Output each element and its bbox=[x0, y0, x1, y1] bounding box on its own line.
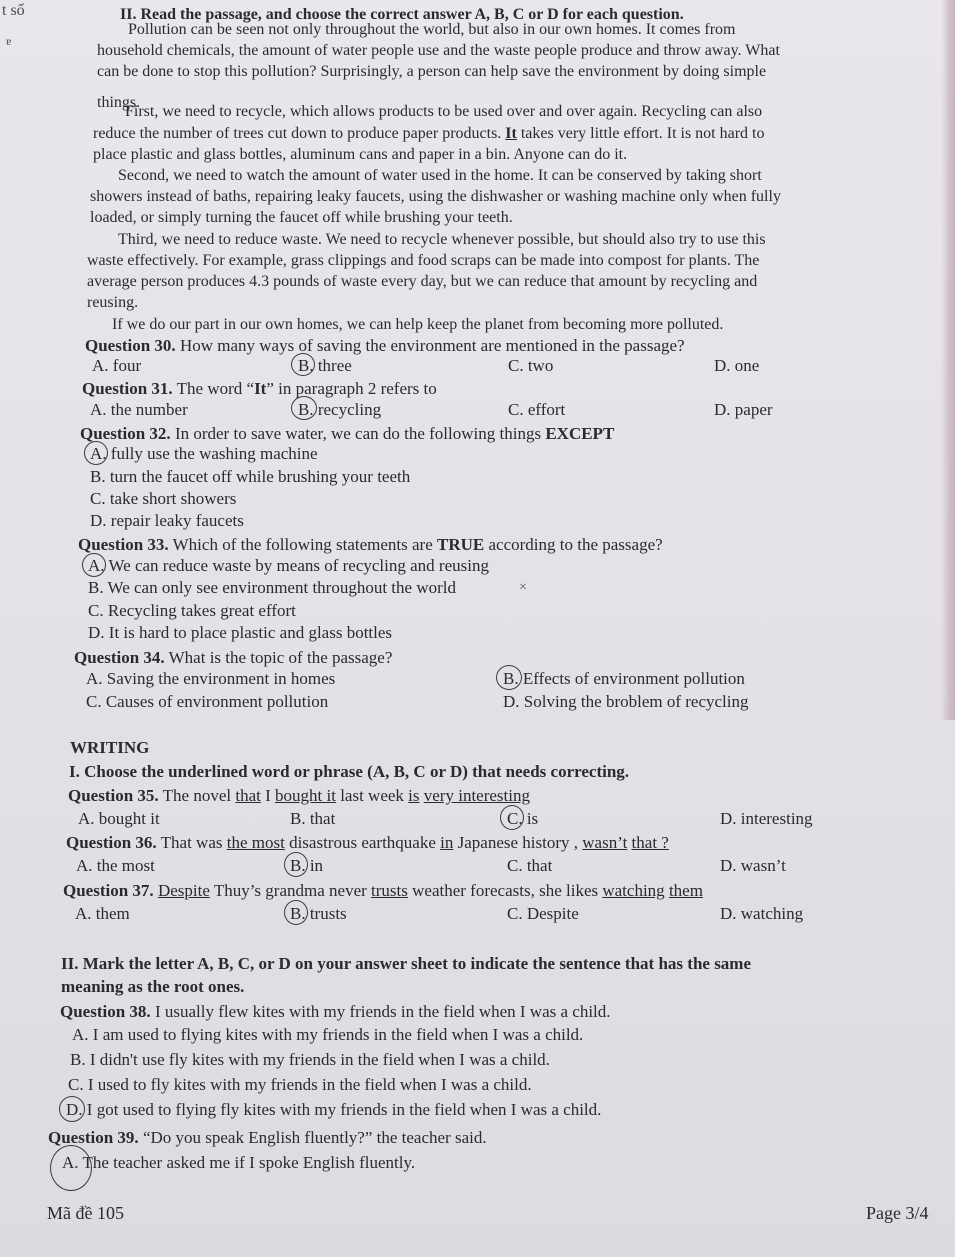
option-b[interactable]: B. turn the faucet off while brushing your teeth bbox=[90, 467, 411, 486]
underlined-phrase: bought it bbox=[275, 786, 336, 805]
part1-title: I. Choose the underlined word or phrase (A, B, C or D) that needs correcting. bbox=[69, 762, 630, 781]
passage-line: things. bbox=[97, 94, 141, 111]
option-c[interactable]: C. Causes of environment pollution bbox=[86, 692, 329, 711]
question-38 bbox=[60, 1001, 611, 1022]
passage-line: can be done to stop this pollution? Surprisingly, a person can help save the environment by doing simple bbox=[97, 63, 767, 80]
underlined-phrase: the most bbox=[226, 833, 285, 852]
option-b[interactable]: B. three bbox=[298, 356, 352, 375]
edge-mark-icon: ɐ bbox=[6, 34, 12, 48]
option-c[interactable]: C. take short showers bbox=[90, 489, 237, 508]
writing-heading: WRITING bbox=[70, 738, 150, 757]
question-37 bbox=[63, 880, 703, 901]
passage-line: reusing. bbox=[87, 294, 139, 311]
option-b[interactable]: B. trusts bbox=[290, 904, 347, 923]
question-emphasis: EXCEPT bbox=[545, 424, 615, 443]
option-b[interactable]: B. recycling bbox=[298, 400, 382, 419]
passage-line: Second, we need to watch the amount of water used in the home. It can be conserved by taking short bbox=[118, 167, 762, 184]
passage-line: Pollution can be seen not only throughout the world, but also in our own homes. It comes from bbox=[128, 21, 736, 38]
option-a[interactable]: A. the most bbox=[76, 856, 155, 875]
question-keyword: It bbox=[254, 379, 267, 398]
option-d[interactable]: D. Solving the broblem of recycling bbox=[503, 692, 749, 711]
sentence-part: disastrous earthquake bbox=[289, 833, 436, 852]
passage-line: First, we need to recycle, which allows products to be used over and over again. Recycling can also bbox=[125, 103, 763, 120]
question-label: Question 31. bbox=[82, 379, 173, 398]
option-b[interactable]: B. in bbox=[290, 856, 324, 875]
question-text: I usually flew kites with my friends in the field when I was a child. bbox=[154, 1002, 611, 1021]
option-a[interactable]: A. them bbox=[75, 904, 130, 923]
question-31 bbox=[82, 378, 437, 399]
option-c[interactable]: C. Despite bbox=[507, 904, 579, 923]
option-a[interactable]: A. bought it bbox=[78, 809, 160, 828]
question-text: “Do you speak English fluently?” the teacher said. bbox=[142, 1128, 487, 1147]
question-text: according to the passage? bbox=[488, 535, 663, 554]
option-b[interactable]: B. that bbox=[290, 809, 336, 828]
question-label: Question 34. bbox=[74, 648, 165, 667]
option-d[interactable]: D. I got used to flying fly kites with my friends in the field when I was a child. bbox=[66, 1100, 602, 1119]
underlined-it: It bbox=[505, 125, 517, 142]
passage-line: waste effectively. For example, grass clippings and food scraps can be made into compost for plants. The bbox=[87, 252, 760, 269]
underlined-phrase: them bbox=[668, 881, 703, 900]
underlined-phrase: is bbox=[408, 786, 420, 805]
underlined-phrase: very interesting bbox=[423, 786, 530, 805]
exam-code: Mã đề 105 bbox=[47, 1203, 124, 1223]
sentence-part: weather forecasts, she likes bbox=[412, 881, 599, 900]
question-label: Question 36. bbox=[66, 833, 157, 852]
option-b[interactable]: B. I didn't use fly kites with my friends in the field when I was a child. bbox=[70, 1050, 550, 1069]
option-d[interactable]: D. watching bbox=[720, 904, 804, 923]
question-34 bbox=[74, 647, 392, 668]
question-emphasis: TRUE bbox=[437, 535, 485, 554]
question-30 bbox=[85, 335, 685, 356]
underlined-phrase: wasn’t bbox=[582, 833, 628, 852]
option-c[interactable]: C. effort bbox=[508, 400, 566, 419]
sentence-part: last week bbox=[340, 786, 404, 805]
cross-mark-icon: × bbox=[519, 580, 527, 595]
option-c[interactable]: C. two bbox=[508, 356, 554, 375]
question-33 bbox=[78, 534, 663, 555]
option-b[interactable]: B. We can only see environment throughout the world bbox=[88, 578, 456, 597]
underlined-phrase: in bbox=[440, 833, 454, 852]
question-label: Question 33. bbox=[78, 535, 169, 554]
underlined-phrase: Despite bbox=[157, 881, 210, 900]
passage-fragment: takes very little effort. It is not hard to bbox=[520, 125, 765, 142]
question-label: Question 35. bbox=[68, 786, 159, 805]
question-text: ” in paragraph 2 refers to bbox=[266, 379, 437, 398]
underlined-phrase: watching bbox=[602, 881, 665, 900]
sentence-part: Japanese history , bbox=[457, 833, 579, 852]
underlined-phrase: that bbox=[235, 786, 261, 805]
option-a[interactable]: A. the number bbox=[90, 400, 188, 419]
option-c[interactable]: C. that bbox=[507, 856, 553, 875]
passage-line: household chemicals, the amount of water people use and the waste people produce and throw away. What bbox=[97, 42, 780, 59]
section-title: II. Read the passage, and choose the correct answer A, B, C or D for each question. bbox=[120, 6, 684, 23]
passage-line: place plastic and glass bottles, aluminum cans and paper in a bin. Anyone can do it. bbox=[93, 146, 628, 163]
sentence-part: The novel bbox=[162, 786, 232, 805]
question-32 bbox=[80, 423, 614, 444]
passage-fragment: reduce the number of trees cut down to produce paper products. bbox=[93, 125, 502, 142]
sentence-part: That was bbox=[160, 833, 223, 852]
question-39 bbox=[48, 1127, 487, 1148]
underlined-phrase: trusts bbox=[371, 881, 408, 900]
option-d[interactable]: D. It is hard to place plastic and glass bottles bbox=[88, 623, 393, 642]
underlined-phrase: that ? bbox=[631, 833, 669, 852]
option-a[interactable]: A. We can reduce waste by means of recycling and reusing bbox=[88, 556, 489, 575]
question-36 bbox=[66, 832, 669, 853]
passage-line: Third, we need to reduce waste. We need to recycle whenever possible, but should also try to use this bbox=[118, 231, 766, 248]
option-c[interactable]: C. Recycling takes great effort bbox=[88, 601, 296, 620]
option-d[interactable]: D. one bbox=[714, 356, 760, 375]
page-edge-shadow bbox=[941, 0, 955, 720]
option-a[interactable]: A. I am used to flying kites with my friends in the field when I was a child. bbox=[72, 1025, 584, 1044]
part2-title: II. Mark the letter A, B, C, or D on your answer sheet to indicate the sentence that has the same bbox=[61, 954, 752, 973]
question-text: Which of the following statements are bbox=[172, 535, 433, 554]
question-text: The word “ bbox=[176, 379, 255, 398]
option-a[interactable]: A. The teacher asked me if I spoke English fluently. bbox=[62, 1153, 416, 1172]
question-label: Question 37. bbox=[63, 881, 154, 900]
passage-line: If we do our part in our own homes, we can help keep the planet from becoming more polluted. bbox=[112, 316, 724, 333]
question-text: How many ways of saving the environment are mentioned in the passage? bbox=[179, 336, 685, 355]
option-d[interactable]: D. paper bbox=[714, 400, 773, 419]
option-c[interactable]: C. is bbox=[507, 809, 539, 828]
option-d[interactable]: D. repair leaky faucets bbox=[90, 511, 244, 530]
option-a[interactable]: A. Saving the environment in homes bbox=[86, 669, 336, 688]
option-d[interactable]: D. wasn’t bbox=[720, 856, 786, 875]
option-b[interactable]: B. Effects of environment pollution bbox=[503, 669, 745, 688]
part2-title-line2: meaning as the root ones. bbox=[61, 977, 245, 996]
question-label: Question 38. bbox=[60, 1002, 151, 1021]
page-number: Page 3/4 bbox=[866, 1203, 929, 1223]
question-text: In order to save water, we can do the following things bbox=[174, 424, 542, 443]
passage-line: showers instead of baths, repairing leaky faucets, using the dishwasher or washing machine only when fully bbox=[90, 188, 781, 205]
option-d[interactable]: D. interesting bbox=[720, 809, 813, 828]
sentence-part: I bbox=[265, 786, 271, 805]
option-a[interactable]: A. fully use the washing machine bbox=[90, 444, 318, 463]
option-c[interactable]: C. I used to fly kites with my friends in the field when I was a child. bbox=[68, 1075, 532, 1094]
passage-line bbox=[93, 123, 765, 144]
sentence-part: Thuy’s grandma never bbox=[213, 881, 367, 900]
edge-text: t số bbox=[2, 2, 25, 19]
question-label: Question 30. bbox=[85, 336, 176, 355]
question-label: Question 32. bbox=[80, 424, 171, 443]
passage-line: average person produces 4.3 pounds of waste every day, but we can reduce that amount by recycling and bbox=[87, 273, 758, 290]
question-text: What is the topic of the passage? bbox=[168, 648, 393, 667]
option-a[interactable]: A. four bbox=[92, 356, 142, 375]
passage-line: loaded, or simply turning the faucet off while brushing your teeth. bbox=[90, 209, 513, 226]
question-label: Question 39. bbox=[48, 1128, 139, 1147]
question-35 bbox=[68, 785, 530, 806]
